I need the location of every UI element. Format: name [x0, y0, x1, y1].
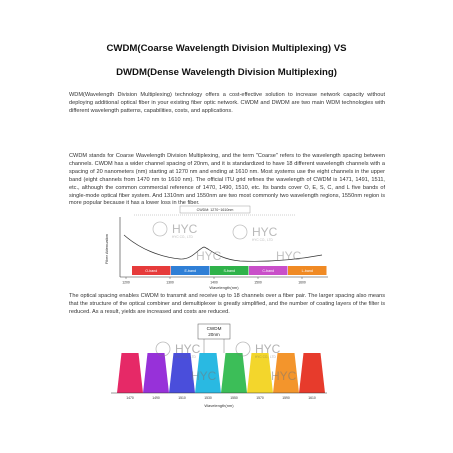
band-label: E-band — [184, 269, 197, 273]
x-tick-label: 1200 — [122, 280, 130, 285]
tick-group — [122, 277, 306, 285]
watermark-brand: HYC — [271, 369, 297, 383]
band-label: L-band — [301, 269, 313, 273]
x-axis-label: Wavelength(nm) — [204, 403, 234, 408]
watermark-tagline: HYC CO., LTD — [175, 355, 196, 359]
x-tick-label: 1600 — [298, 280, 306, 285]
channel-5 — [221, 353, 247, 393]
x-tick-label: 1470 — [126, 396, 134, 400]
watermark-tagline: HYC CO., LTD — [252, 238, 273, 242]
watermark-brand: HYC — [191, 369, 217, 383]
x-tick-label: 1400 — [210, 280, 218, 285]
x-tick-label: 1510 — [178, 396, 186, 400]
watermark-brand: HYC — [255, 342, 281, 356]
watermark-brand: HYC — [172, 222, 198, 236]
title-line-1: CWDM(Coarse Wavelength Division Multiplexing) VS — [106, 43, 347, 54]
band-label: O-band — [145, 269, 158, 273]
x-tick-label: 1570 — [256, 396, 264, 400]
x-tick-label: 1550 — [230, 396, 238, 400]
callout-label: CWDM — [206, 326, 222, 331]
cwdm-range-label: CWDM: 1270~1610nm — [196, 208, 234, 212]
intro-paragraph: WDM(Wavelength Division Multiplexing) technology offers a cost-effective solution to increase network capacity without deploying additional optical fiber in your existing fiber optic network. CWDM and DWDM are two main WDM technologies with different wavelength patterns, capabilities, costs, and applications. — [69, 92, 385, 114]
tick-group — [126, 396, 316, 400]
watermark-logo-icon — [236, 342, 250, 356]
channel-2 — [143, 353, 169, 393]
x-tick-label: 1530 — [204, 396, 212, 400]
watermark-logo-icon — [233, 225, 247, 239]
attenuation-figure-svg — [100, 205, 334, 291]
watermark-tagline: HYC CO., LTD — [172, 235, 193, 239]
watermark-group — [153, 222, 302, 263]
cwdm-paragraph: CWDM stands for Coarse Wavelength Division Multiplexing, and the term "Coarse" refers to the wavelength spacing between channels. CWDM has a wider channel spacing of 20nm, and it is standardized to have 18 different wavelength channels with a spacing of 20 nanometers (nm) starting at 1270 nm and ending at 1610 nm. Most systems use the eight channels in the upper band (eight channels from 1470 nm to 1610 nm). The official ITU grid refines the wavelength of CWDM is 1471, 1491, 1511, etc., although the common commercial reference of 1470, 1490, 1510, etc. Its bands cover O, E, S, C, and L five bands of single-mode optical fiber system. And 1310nm and 1550nm are two most commonly two wavelength regions, 1550nm region is more popular because it has a lower loss in the fiber. — [69, 153, 385, 207]
callout-value: 20nm — [208, 332, 220, 337]
band-group — [132, 266, 327, 275]
watermark-brand: HYC — [276, 249, 302, 263]
band-label: S-band — [223, 269, 236, 273]
attenuation-figure — [100, 205, 334, 291]
channel-1 — [117, 353, 143, 393]
x-tick-label: 1590 — [282, 396, 290, 400]
x-tick-label: 1490 — [152, 396, 160, 400]
watermark-logo-icon — [153, 222, 167, 236]
x-axis-label: Wavelength(nm) — [209, 285, 239, 290]
watermark-brand: HYC — [252, 225, 278, 239]
watermark-brand: HYC — [196, 249, 222, 263]
channels-figure — [103, 323, 333, 409]
x-tick-label: 1300 — [166, 280, 174, 285]
title-line-2: DWDM(Dense Wavelength Division Multiplexing) — [116, 67, 337, 78]
spacing-paragraph: The optical spacing enables CWDM to transmit and receive up to 18 channels over a fiber pair. The larger spacing also means that the structure of the optical combiner and demultiplexer is greatly simplified, and the number of coating layers of the filter is reduced. As a result, yields are increased and costs are reduced. — [69, 293, 385, 315]
channels-figure-svg — [103, 323, 333, 409]
x-tick-label: 1610 — [308, 396, 316, 400]
watermark-brand: HYC — [175, 342, 201, 356]
y-axis-label: Fiber Attenuation — [104, 233, 109, 265]
channel-8 — [299, 353, 325, 393]
channel-6 — [247, 353, 273, 393]
x-tick-label: 1500 — [254, 280, 262, 285]
watermark-tagline: HYC CO., LTD — [255, 355, 276, 359]
band-label: C-band — [262, 269, 275, 273]
